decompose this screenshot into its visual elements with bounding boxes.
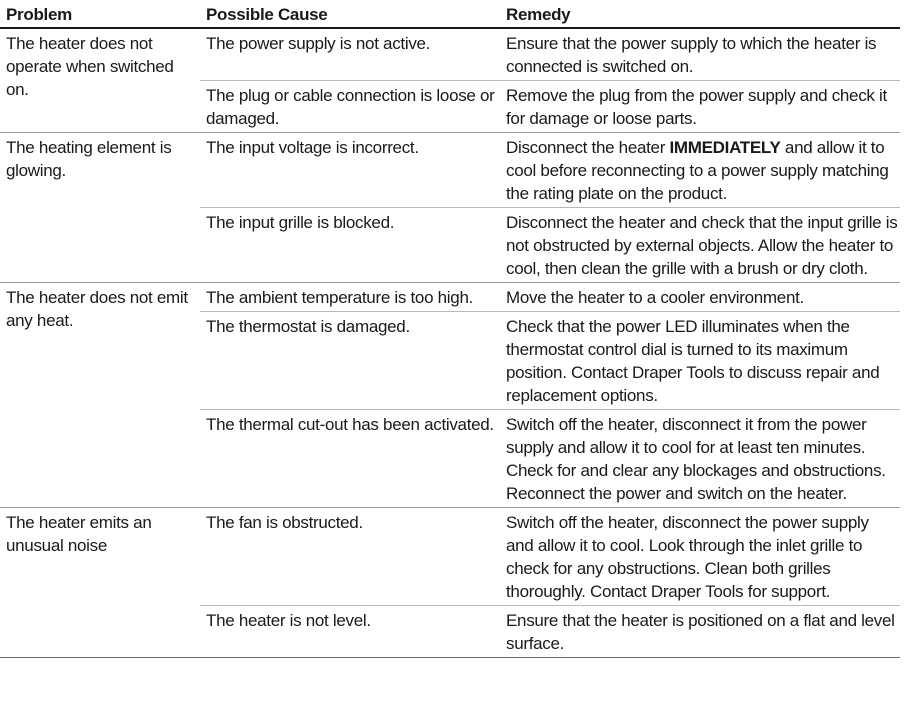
remedy-cell: Ensure that the heater is positioned on a flat and level surface. (500, 606, 900, 658)
table-row (0, 283, 900, 312)
remedy-cell (500, 133, 900, 208)
cause-cell: The plug or cable connection is loose or damaged. (200, 81, 500, 133)
header-possible-cause: Possible Cause (200, 3, 500, 28)
header-problem: Problem (0, 3, 200, 28)
table-row (0, 28, 900, 81)
table-row (0, 133, 900, 208)
remedy-text: Disconnect the heater (506, 138, 670, 157)
remedy-cell: Switch off the heater, disconnect the power supply and allow it to cool. Look through the inlet grille to check for any obstructions. Clean both grilles thoroughly. Contact Draper Tools for support. (500, 508, 900, 606)
cause-cell: The fan is obstructed. (200, 508, 500, 606)
table-row (0, 508, 900, 606)
cause-cell: The heater is not level. (200, 606, 500, 658)
cause-cell: The input voltage is incorrect. (200, 133, 500, 208)
troubleshooting-table (0, 3, 900, 658)
header-row (0, 3, 900, 28)
remedy-cell: Move the heater to a cooler environment. (500, 283, 900, 312)
problem-cell: The heater emits an unusual noise (0, 508, 200, 658)
remedy-text: and allow it to cool before reconnecting to a power supply matching the rating plate on the product. (506, 138, 889, 203)
remedy-cell: Disconnect the heater and check that the input grille is not obstructed by external objects. Allow the heater to cool, then clean the grille with a brush or dry cloth. (500, 208, 900, 283)
problem-cell: The heating element is glowing. (0, 133, 200, 283)
cause-cell: The ambient temperature is too high. (200, 283, 500, 312)
problem-cell: The heater does not operate when switched on. (0, 28, 200, 133)
cause-cell: The thermostat is damaged. (200, 312, 500, 410)
header-remedy: Remedy (500, 3, 900, 28)
cause-cell: The power supply is not active. (200, 28, 500, 81)
remedy-emphasis: IMMEDIATELY (669, 138, 781, 157)
remedy-cell: Check that the power LED illuminates when the thermostat control dial is turned to its maximum position. Contact Draper Tools to discuss repair and replacement options. (500, 312, 900, 410)
cause-cell: The thermal cut-out has been activated. (200, 410, 500, 508)
remedy-cell: Ensure that the power supply to which the heater is connected is switched on. (500, 28, 900, 81)
remedy-cell: Remove the plug from the power supply and check it for damage or loose parts. (500, 81, 900, 133)
remedy-cell: Switch off the heater, disconnect it from the power supply and allow it to cool for at least ten minutes. Check for and clear any blockages and obstructions. Reconnect the power and switch on the heater. (500, 410, 900, 508)
problem-cell: The heater does not emit any heat. (0, 283, 200, 508)
cause-cell: The input grille is blocked. (200, 208, 500, 283)
